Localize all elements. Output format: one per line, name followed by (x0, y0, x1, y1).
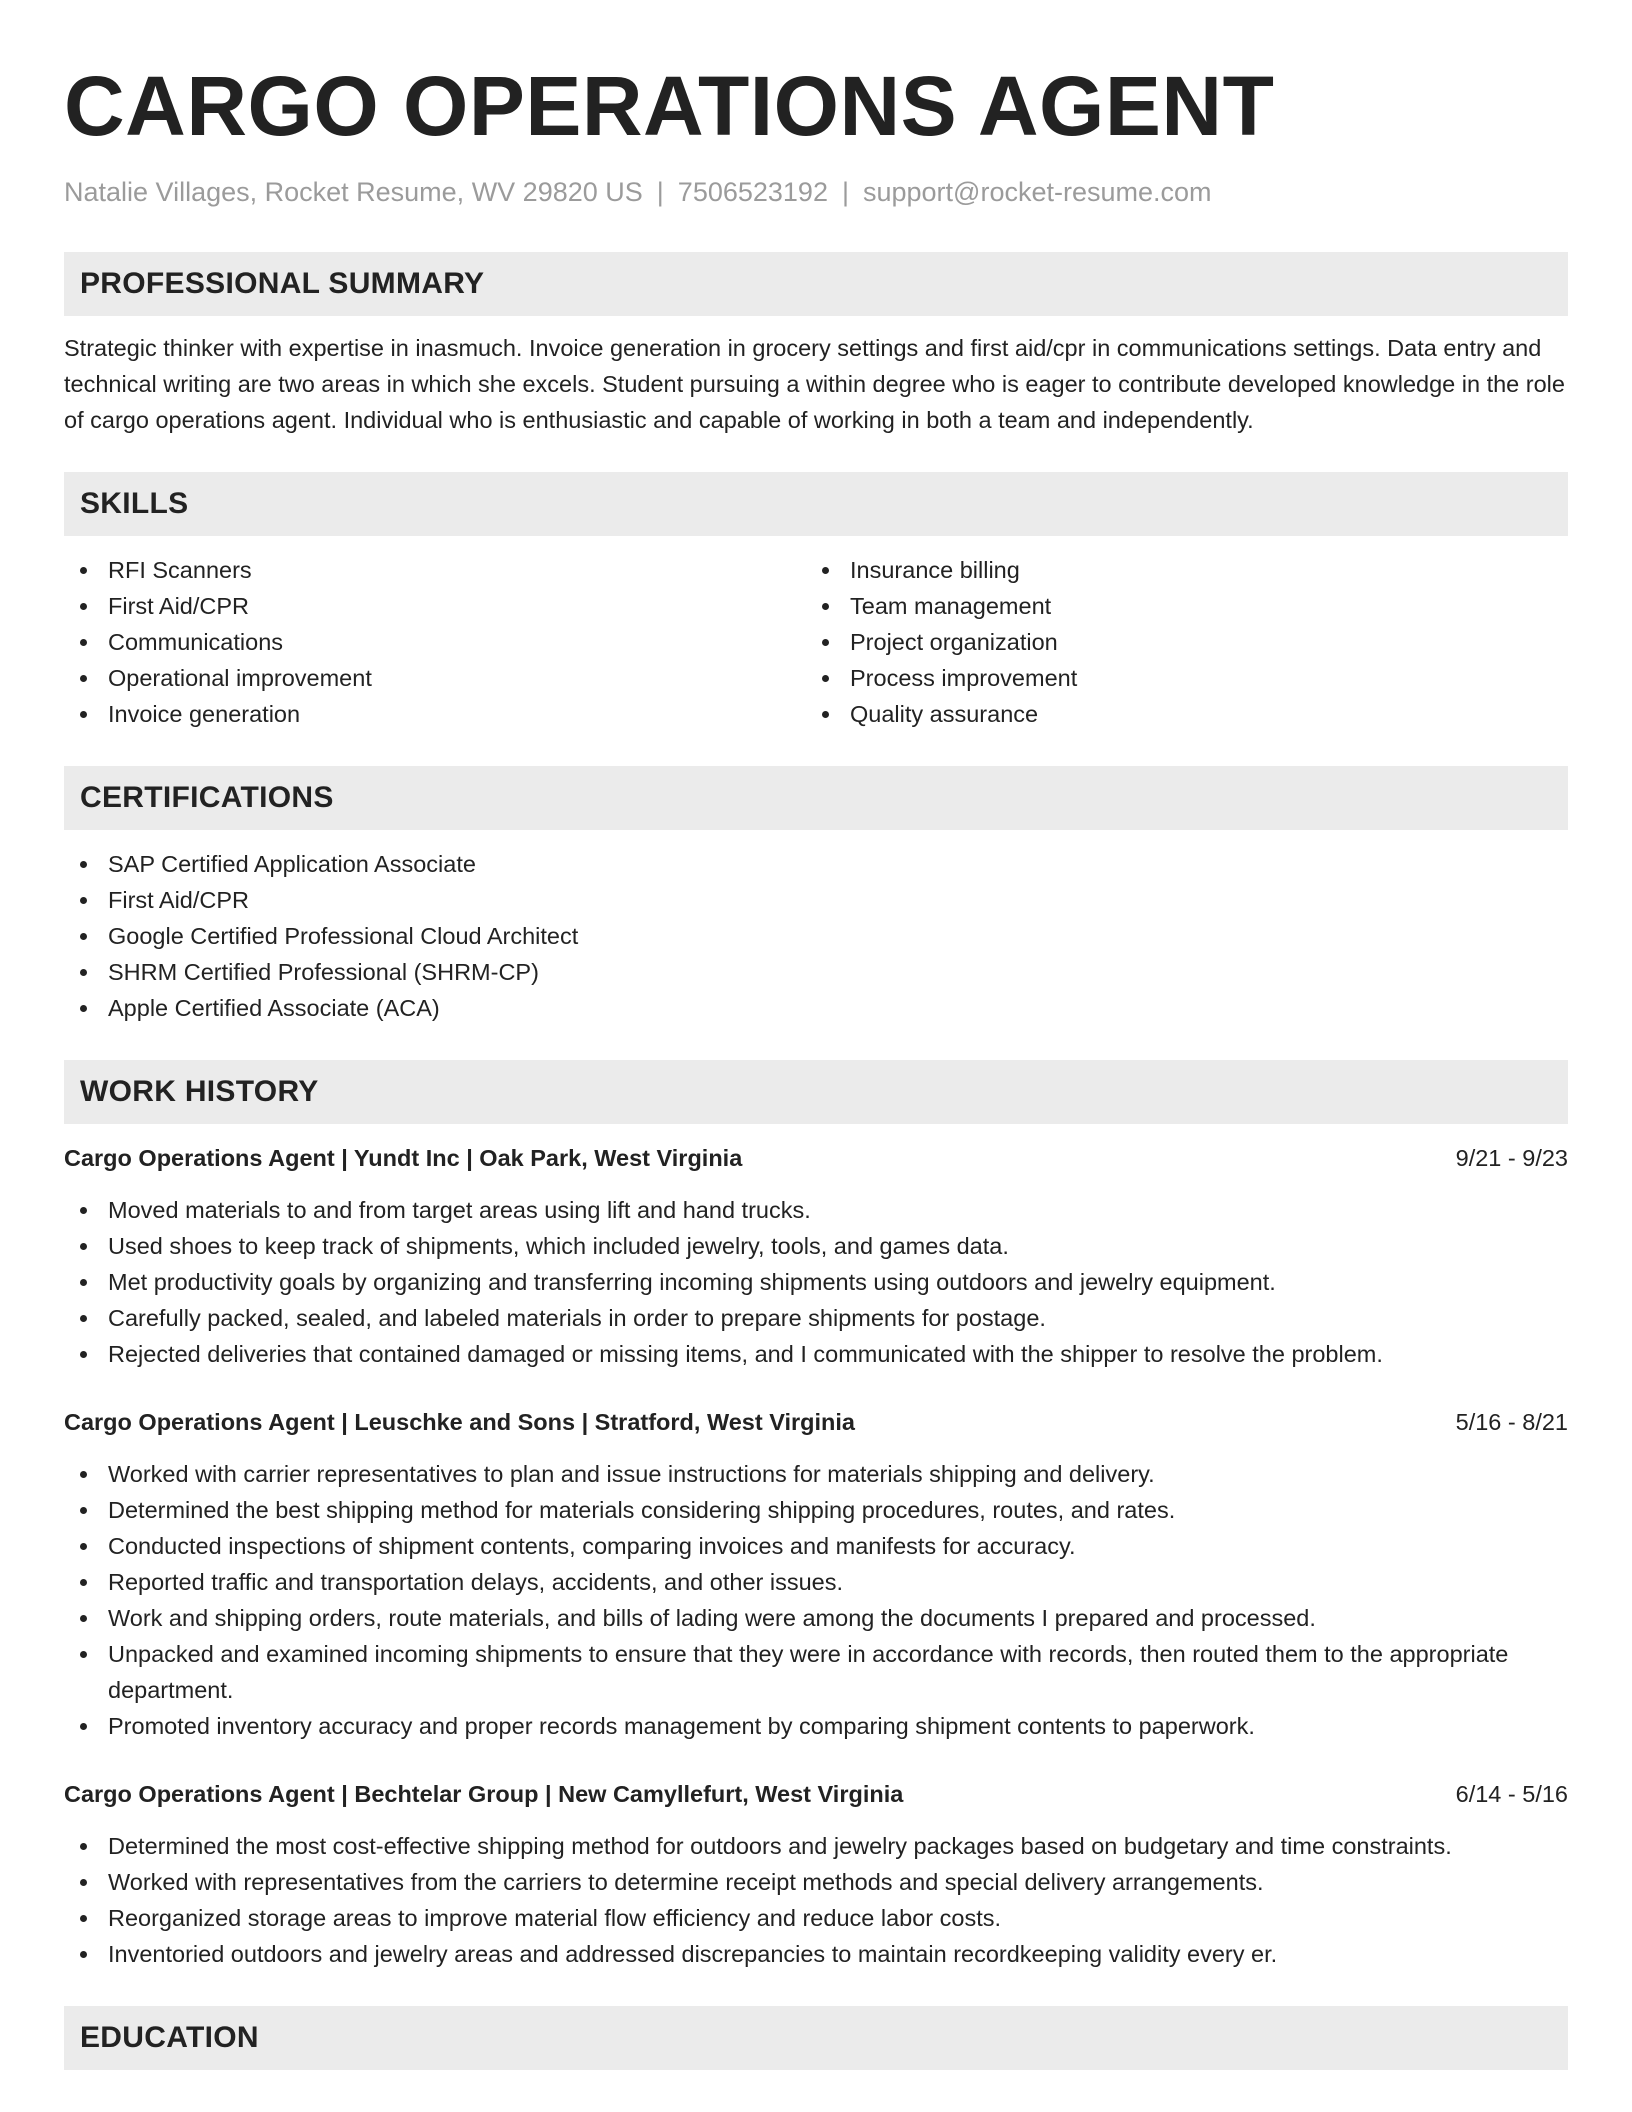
certification-item: Apple Certified Associate (ACA) (64, 990, 1568, 1026)
skill-item: Quality assurance (806, 696, 1548, 732)
skill-item: Process improvement (806, 660, 1548, 696)
contact-email: support@rocket-resume.com (862, 177, 1212, 207)
section-header-summary (64, 252, 1568, 316)
certifications-list (64, 846, 1568, 1026)
section-title-skills: SKILLS (80, 487, 189, 520)
contact-line (64, 174, 1568, 210)
resume-page (64, 58, 1568, 2070)
skill-item: Project organization (806, 624, 1548, 660)
job-bullet: Conducted inspections of shipment contents, comparing invoices and manifests for accuracy. (64, 1528, 1568, 1564)
contact-separator: | (656, 177, 664, 207)
skills-column-left (64, 552, 806, 732)
job-header (64, 1140, 1568, 1176)
certification-item: SHRM Certified Professional (SHRM-CP) (64, 954, 1568, 990)
certification-item: Google Certified Professional Cloud Architect (64, 918, 1568, 954)
contact-separator: | (841, 177, 849, 207)
job-entry (64, 1404, 1568, 1744)
section-title-certifications: CERTIFICATIONS (80, 781, 334, 814)
skill-item: Invoice generation (64, 696, 806, 732)
job-bullet: Carefully packed, sealed, and labeled materials in order to prepare shipments for postage. (64, 1300, 1568, 1336)
section-header-work-history (64, 1060, 1568, 1124)
section-header-education (64, 2006, 1568, 2070)
job-bullets (64, 1456, 1568, 1744)
job-dates: 9/21 - 9/23 (1455, 1145, 1568, 1171)
job-title: Cargo Operations Agent | Yundt Inc | Oak Park, West Virginia (64, 1145, 743, 1171)
skill-item: First Aid/CPR (64, 588, 806, 624)
job-bullet: Met productivity goals by organizing and transferring incoming shipments using outdoors and jewelry equipment. (64, 1264, 1568, 1300)
skill-item: Team management (806, 588, 1548, 624)
job-entry (64, 1776, 1568, 1972)
skill-item: Insurance billing (806, 552, 1548, 588)
job-entry (64, 1140, 1568, 1372)
job-bullet: Inventoried outdoors and jewelry areas and addressed discrepancies to maintain recordkeeping validity every er. (64, 1936, 1568, 1972)
section-title-education: EDUCATION (80, 2021, 259, 2054)
job-bullet: Promoted inventory accuracy and proper records management by comparing shipment contents to paperwork. (64, 1708, 1568, 1744)
section-title-work-history: WORK HISTORY (80, 1075, 319, 1108)
contact-phone: 7506523192 (677, 177, 828, 207)
job-header (64, 1404, 1568, 1440)
job-bullets (64, 1192, 1568, 1372)
job-bullet: Work and shipping orders, route materials, and bills of lading were among the documents I prepared and processed. (64, 1600, 1568, 1636)
skill-item: Operational improvement (64, 660, 806, 696)
skill-item: RFI Scanners (64, 552, 806, 588)
skills-grid (64, 552, 1568, 732)
job-bullet: Unpacked and examined incoming shipments to ensure that they were in accordance with records, then routed them to the appropriate department. (64, 1636, 1568, 1708)
job-bullet: Rejected deliveries that contained damaged or missing items, and I communicated with the shipper to resolve the problem. (64, 1336, 1568, 1372)
section-header-skills (64, 472, 1568, 536)
skills-column-right (806, 552, 1548, 732)
job-dates: 6/14 - 5/16 (1455, 1781, 1568, 1807)
page-title: CARGO OPERATIONS AGENT (64, 59, 1275, 153)
contact-address: Natalie Villages, Rocket Resume, WV 29820 US (64, 177, 643, 207)
job-header (64, 1776, 1568, 1812)
summary-text: Strategic thinker with expertise in inasmuch. Invoice generation in grocery settings and first aid/cpr in communications settings. Data entry and technical writing are two areas in which she excels. Student pursuing a within degree who is eager to contribute developed knowledge in the role of cargo operations agent. Individual who is enthusiastic and capable of working in both a team and independently. (64, 335, 1565, 433)
job-bullet: Moved materials to and from target areas using lift and hand trucks. (64, 1192, 1568, 1228)
certification-item: First Aid/CPR (64, 882, 1568, 918)
job-bullet: Reorganized storage areas to improve material flow efficiency and reduce labor costs. (64, 1900, 1568, 1936)
job-bullet: Reported traffic and transportation delays, accidents, and other issues. (64, 1564, 1568, 1600)
job-title: Cargo Operations Agent | Leuschke and Sons | Stratford, West Virginia (64, 1409, 855, 1435)
job-dates: 5/16 - 8/21 (1455, 1409, 1568, 1435)
job-bullet: Determined the most cost-effective shipping method for outdoors and jewelry packages based on budgetary and time constraints. (64, 1828, 1568, 1864)
job-title: Cargo Operations Agent | Bechtelar Group | New Camyllefurt, West Virginia (64, 1781, 904, 1807)
skill-item: Communications (64, 624, 806, 660)
certification-item: SAP Certified Application Associate (64, 846, 1568, 882)
job-bullet: Determined the best shipping method for materials considering shipping procedures, routes, and rates. (64, 1492, 1568, 1528)
section-header-certifications (64, 766, 1568, 830)
section-title-summary: PROFESSIONAL SUMMARY (80, 267, 485, 300)
job-bullets (64, 1828, 1568, 1972)
job-bullet: Worked with representatives from the carriers to determine receipt methods and special delivery arrangements. (64, 1864, 1568, 1900)
job-bullet: Used shoes to keep track of shipments, which included jewelry, tools, and games data. (64, 1228, 1568, 1264)
job-bullet: Worked with carrier representatives to plan and issue instructions for materials shipping and delivery. (64, 1456, 1568, 1492)
